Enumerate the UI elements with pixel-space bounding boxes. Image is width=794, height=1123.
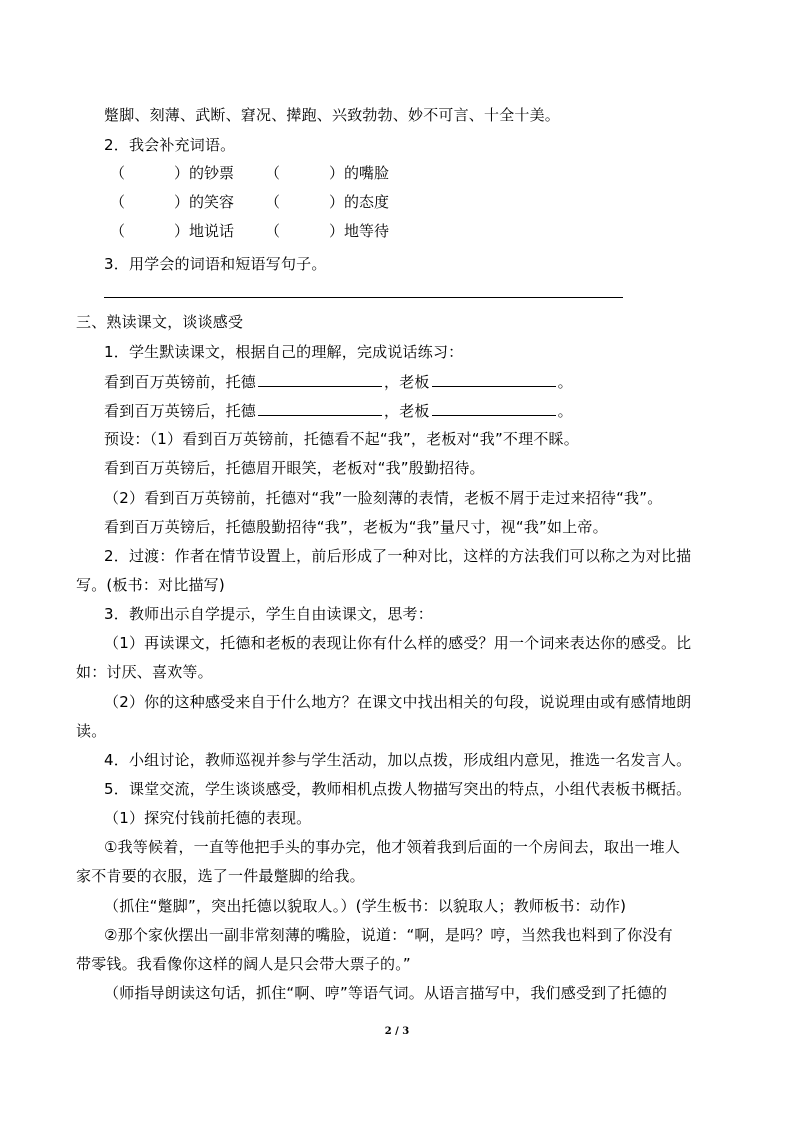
fill-phrase: ）的钞票 xyxy=(174,164,235,182)
fill-phrase: ）的笑容 xyxy=(174,193,235,211)
paragraph-line: 2．过渡：作者在情节设置上，前后形成了一种对比，这样的方法我们可以称之为对比描 xyxy=(104,547,692,565)
answer-line xyxy=(104,297,623,298)
vocab-list-line: 蹩脚、刻薄、武断、窘况、撵跑、兴致勃勃、妙不可言、十全十美。 xyxy=(104,106,561,124)
answer-blank xyxy=(258,372,382,387)
prompt-text: 。 xyxy=(557,373,573,391)
paragraph-line: （2）你的这种感受来自于什么地方？在课文中找出相关的句段，说说理由或有感情地朗 xyxy=(104,693,692,711)
fill-open-paren: （ xyxy=(265,193,281,211)
fill-open-paren: （ xyxy=(110,193,126,211)
fill-open-paren: （ xyxy=(265,164,281,182)
prompt-text: 。 xyxy=(557,402,573,420)
paragraph-line: 看到百万英镑后，托德殷勤招待“我”，老板为“我”量尺寸，视“我”如上帝。 xyxy=(104,518,608,536)
paragraph-line: （抓住“蹩脚”，突出托德以貌取人。）(学生板书：以貌取人；教师板书：动作) xyxy=(104,897,627,915)
fill-open-paren: （ xyxy=(110,222,126,240)
prompt-text: ，老板 xyxy=(384,402,430,420)
fill-phrase: ）的嘴脸 xyxy=(329,164,390,182)
page-number: 2 / 3 xyxy=(384,1026,410,1037)
paragraph-line: 5．课堂交流，学生谈谈感受，教师相机点拨人物描写突出的特点，小组代表板书概括。 xyxy=(104,780,692,798)
quoted-passage-line: 家不肯要的衣服，选了一件最蹩脚的给我。 xyxy=(76,867,365,885)
paragraph-line: 看到百万英镑后，托德眉开眼笑，老板对“我”殷勤招待。 xyxy=(104,459,485,477)
fill-open-paren: （ xyxy=(110,164,126,182)
paragraph-line: 写。(板书：对比描写) xyxy=(76,576,225,594)
paragraph-line: 如：讨厌、喜欢等。 xyxy=(76,663,213,681)
paragraph-line: （2）看到百万英镑前，托德对“我”一脸刻薄的表情，老板不屑于走过来招待“我”。 xyxy=(104,489,663,507)
exercise-heading: 2．我会补充词语。 xyxy=(104,136,236,154)
paragraph-line: 预设：（1）看到百万英镑前，托德看不起“我”，老板对“我”不理不睬。 xyxy=(104,430,579,448)
exercise-heading: 3．用学会的词语和短语写句子。 xyxy=(104,255,327,273)
quoted-passage-line: ②那个家伙摆出一副非常刻薄的嘴脸，说道：“啊，是吗？哼，当然我也料到了你没有 xyxy=(104,926,673,944)
paragraph-line: （师指导朗读这句话，抓住“啊、哼”等语气词。从语言描写中，我们感受到了托德的 xyxy=(104,984,668,1002)
prompt-text: ，老板 xyxy=(384,373,430,391)
paragraph-line: （1）探究付钱前托德的表现。 xyxy=(104,809,312,827)
prompt-text: 看到百万英镑后，托德 xyxy=(104,402,257,420)
speaking-exercise-line xyxy=(104,401,573,420)
prompt-text: 看到百万英镑前，托德 xyxy=(104,373,257,391)
answer-blank xyxy=(258,401,382,416)
section-heading: 三、熟读课文，谈谈感受 xyxy=(76,313,244,331)
fill-phrase: ）的态度 xyxy=(329,193,390,211)
answer-blank xyxy=(432,401,556,416)
paragraph-line: 1．学生默读课文，根据自己的理解，完成说话练习： xyxy=(104,343,464,361)
quoted-passage-line: ①我等候着，一直等他把手头的事办完，他才领着我到后面的一个房间去，取出一堆人 xyxy=(104,838,681,856)
paragraph-line: 3．教师出示自学提示，学生自由读课文，思考： xyxy=(104,605,433,623)
quoted-passage-line: 带零钱。我看像你这样的阔人是只会带大票子的。” xyxy=(76,955,411,973)
fill-open-paren: （ xyxy=(265,222,281,240)
paragraph-line: 读。 xyxy=(76,722,107,740)
answer-blank xyxy=(432,372,556,387)
paragraph-line: （1）再读课文，托德和老板的表现让你有什么样的感受？用一个词来表达你的感受。比 xyxy=(104,634,692,652)
speaking-exercise-line xyxy=(104,372,573,391)
paragraph-line: 4．小组讨论，教师巡视并参与学生活动，加以点拨，形成组内意见，推选一名发言人。 xyxy=(104,751,692,769)
fill-phrase: ）地说话 xyxy=(174,222,235,240)
fill-phrase: ）地等待 xyxy=(329,222,390,240)
